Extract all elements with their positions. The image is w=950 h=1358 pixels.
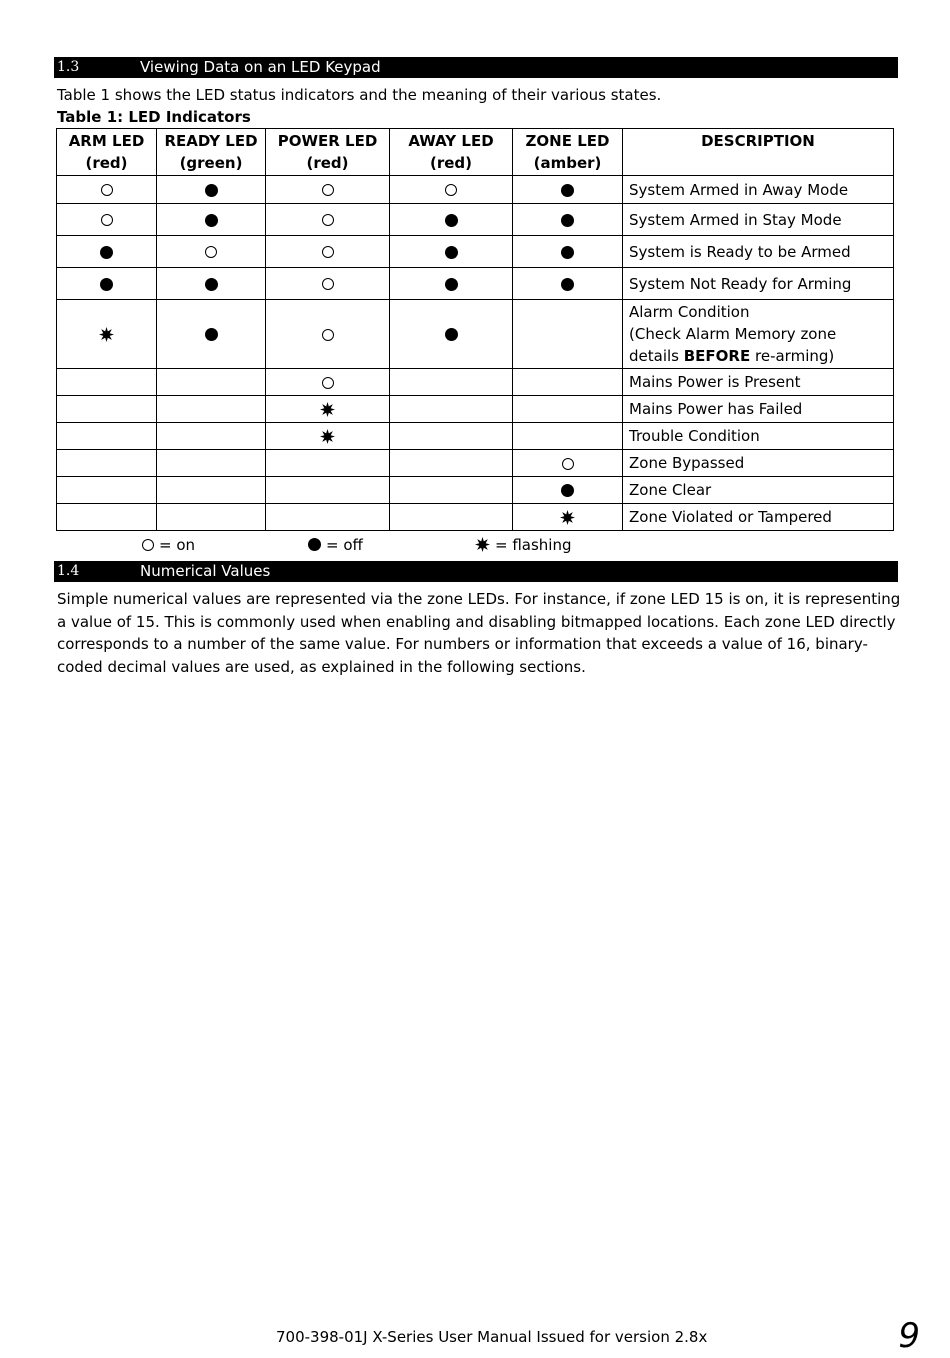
led-flashing-icon [475, 537, 490, 552]
table-row [57, 396, 894, 423]
cell-power-led [266, 268, 390, 300]
cell-description: Alarm Condition (Check Alarm Memory zone details BEFORE re-arming) [623, 300, 894, 369]
cell-ready-led [157, 450, 266, 477]
cell-away-led [390, 204, 513, 236]
cell-description: Zone Clear [623, 477, 894, 504]
table-row [57, 477, 894, 504]
led-on-icon [322, 278, 334, 290]
cell-ready-led [157, 504, 266, 531]
led-off-icon [100, 246, 113, 259]
cell-power-led [266, 504, 390, 531]
cell-away-led [390, 423, 513, 450]
cell-ready-led [157, 300, 266, 369]
paragraph-line: a value of 15. This is commonly used when enabling and disabling bitmapped locations. Each zone LED directly [57, 612, 896, 631]
cell-arm-led [57, 477, 157, 504]
cell-description: System Armed in Away Mode [623, 176, 894, 204]
cell-ready-led [157, 268, 266, 300]
led-off-icon [205, 328, 218, 341]
cell-away-led [390, 300, 513, 369]
led-off-icon [445, 214, 458, 227]
section-heading-1-4 [54, 561, 898, 582]
table-row [57, 369, 894, 396]
page-number: 9 [898, 1316, 920, 1356]
led-flashing-icon [560, 510, 575, 525]
numerical-values-paragraph [57, 588, 901, 678]
table-row [57, 204, 894, 236]
cell-away-led [390, 176, 513, 204]
led-on-icon [101, 184, 113, 196]
section-heading-1-3 [54, 57, 898, 78]
cell-power-led [266, 450, 390, 477]
paragraph-line: coded decimal values are used, as explained in the following sections. [57, 657, 586, 676]
cell-zone-led [513, 369, 623, 396]
led-off-icon [561, 278, 574, 291]
led-on-icon [322, 214, 334, 226]
cell-arm-led [57, 504, 157, 531]
cell-zone-led [513, 423, 623, 450]
cell-power-led [266, 236, 390, 268]
led-indicator-table [56, 128, 894, 531]
cell-description: Mains Power is Present [623, 369, 894, 396]
led-flashing-icon [99, 327, 114, 342]
cell-zone-led [513, 504, 623, 531]
cell-zone-led [513, 204, 623, 236]
table-caption: Table 1: LED Indicators [57, 108, 251, 126]
cell-arm-led [57, 300, 157, 369]
cell-away-led [390, 504, 513, 531]
cell-description: Mains Power has Failed [623, 396, 894, 423]
cell-away-led [390, 369, 513, 396]
led-off-icon [561, 214, 574, 227]
cell-zone-led [513, 176, 623, 204]
header-arm-led: ARM LED (red) [57, 129, 157, 176]
table-row [57, 236, 894, 268]
led-off-icon [561, 246, 574, 259]
cell-power-led [266, 300, 390, 369]
intro-text: Table 1 shows the LED status indicators and the meaning of their various states. [57, 86, 662, 104]
led-off-icon [561, 484, 574, 497]
cell-ready-led [157, 369, 266, 396]
header-description: DESCRIPTION [623, 129, 894, 176]
cell-description: Trouble Condition [623, 423, 894, 450]
table-row [57, 176, 894, 204]
legend [0, 534, 950, 556]
led-off-icon [445, 278, 458, 291]
led-on-icon [322, 246, 334, 258]
legend-flashing: = flashing [475, 534, 572, 556]
cell-ready-led [157, 204, 266, 236]
header-ready-led: READY LED (green) [157, 129, 266, 176]
led-off-icon [205, 214, 218, 227]
header-power-led: POWER LED (red) [266, 129, 390, 176]
cell-arm-led [57, 204, 157, 236]
header-zone-led: ZONE LED (amber) [513, 129, 623, 176]
table-row [57, 504, 894, 531]
cell-ready-led [157, 176, 266, 204]
led-off-icon [308, 538, 321, 551]
section-title: Numerical Values [140, 562, 271, 580]
paragraph-line: corresponds to a number of the same value. For numbers or information that exceeds a value of 16, binary- [57, 635, 868, 653]
cell-ready-led [157, 236, 266, 268]
section-number: 1.3 [57, 59, 80, 75]
led-off-icon [445, 246, 458, 259]
cell-zone-led [513, 300, 623, 369]
led-off-icon [445, 328, 458, 341]
cell-zone-led [513, 477, 623, 504]
paragraph-line: Simple numerical values are represented via the zone LEDs. For instance, if zone LED 15 is on, it is representing [57, 590, 901, 608]
cell-arm-led [57, 396, 157, 423]
cell-ready-led [157, 423, 266, 450]
section-number: 1.4 [57, 563, 80, 579]
cell-away-led [390, 450, 513, 477]
cell-power-led [266, 176, 390, 204]
table-header-row [57, 129, 894, 176]
led-on-icon [562, 458, 574, 470]
cell-ready-led [157, 477, 266, 504]
cell-zone-led [513, 450, 623, 477]
led-on-icon [322, 377, 334, 389]
footer-document-id: 700-398-01J X-Series User Manual Issued for version 2.8x [276, 1328, 708, 1346]
cell-description: Zone Bypassed [623, 450, 894, 477]
led-on-icon [445, 184, 457, 196]
led-on-icon [322, 329, 334, 341]
cell-away-led [390, 477, 513, 504]
cell-away-led [390, 268, 513, 300]
cell-arm-led [57, 176, 157, 204]
cell-away-led [390, 396, 513, 423]
legend-off: = off [308, 534, 363, 556]
cell-arm-led [57, 423, 157, 450]
cell-power-led [266, 477, 390, 504]
table-row [57, 450, 894, 477]
cell-description: System is Ready to be Armed [623, 236, 894, 268]
cell-zone-led [513, 396, 623, 423]
led-flashing-icon [320, 429, 335, 444]
cell-arm-led [57, 236, 157, 268]
cell-description: System Armed in Stay Mode [623, 204, 894, 236]
cell-ready-led [157, 396, 266, 423]
led-off-icon [100, 278, 113, 291]
led-on-icon [205, 246, 217, 258]
led-on-icon [142, 539, 154, 551]
cell-description: System Not Ready for Arming [623, 268, 894, 300]
cell-power-led [266, 204, 390, 236]
legend-on: = on [142, 534, 195, 556]
cell-zone-led [513, 268, 623, 300]
cell-description: Zone Violated or Tampered [623, 504, 894, 531]
led-off-icon [205, 184, 218, 197]
led-off-icon [205, 278, 218, 291]
cell-arm-led [57, 450, 157, 477]
cell-away-led [390, 236, 513, 268]
cell-power-led [266, 423, 390, 450]
cell-zone-led [513, 236, 623, 268]
section-title: Viewing Data on an LED Keypad [140, 58, 381, 76]
cell-arm-led [57, 268, 157, 300]
led-on-icon [322, 184, 334, 196]
header-away-led: AWAY LED (red) [390, 129, 513, 176]
table-row [57, 268, 894, 300]
led-off-icon [561, 184, 574, 197]
cell-power-led [266, 369, 390, 396]
cell-arm-led [57, 369, 157, 396]
led-flashing-icon [320, 402, 335, 417]
led-on-icon [101, 214, 113, 226]
cell-power-led [266, 396, 390, 423]
table-row [57, 423, 894, 450]
table-row [57, 300, 894, 369]
